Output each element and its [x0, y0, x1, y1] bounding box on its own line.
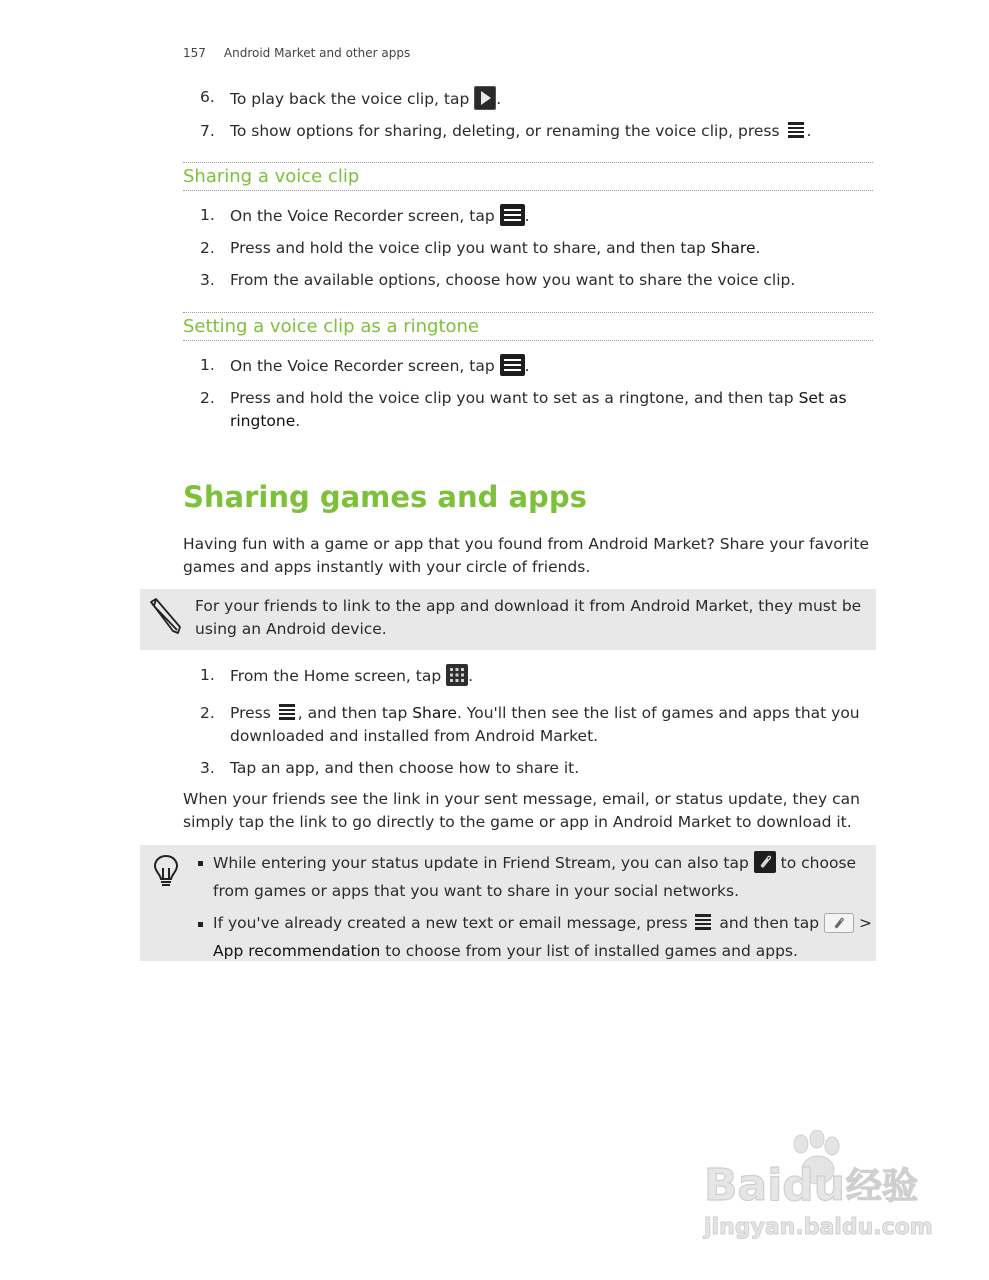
- list-item: 7. To show options for sharing, deleting, or renaming the voice clip, press .: [183, 120, 873, 143]
- menu-key-icon: [692, 912, 714, 932]
- tip-list: [195, 851, 875, 972]
- list-item: 3. From the available options, choose how you want to share the voice clip.: [183, 269, 873, 292]
- list-item: While entering your status update in Friend Stream, you can also tap to choose from games or apps that you want to share in your social networks.: [195, 851, 875, 903]
- sharing-clip-steps: [183, 204, 873, 301]
- list-item: 3. Tap an app, and then choose how to share it.: [183, 757, 873, 780]
- step-number: 7.: [200, 122, 215, 140]
- step-number: 1.: [200, 666, 215, 684]
- menu-key-icon: [785, 120, 807, 140]
- list-icon: [500, 354, 525, 376]
- steps-top: [183, 86, 873, 152]
- games-steps: [183, 664, 873, 789]
- menu-key-icon: [276, 702, 298, 722]
- intro-paragraph: Having fun with a game or app that you found from Android Market? Share your favorite games and apps instantly with your circle of friends.: [183, 535, 870, 576]
- list-item: If you've already created a new text or email message, press and then tap > App recommendation to choose from your list of installed games and apps.: [195, 912, 875, 963]
- pencil-icon: [148, 597, 184, 639]
- step-number: 1.: [200, 206, 215, 224]
- list-item: 1. On the Voice Recorder screen, tap .: [200, 356, 530, 375]
- all-apps-icon: [446, 664, 468, 693]
- ringtone-heading: Setting a voice clip as a ringtone: [183, 312, 873, 341]
- chapter-title: Android Market and other apps: [223, 46, 411, 60]
- play-icon: [474, 86, 496, 110]
- section-title: Sharing games and apps: [183, 480, 587, 514]
- list-item: 1. On the Voice Recorder screen, tap .: [200, 206, 530, 225]
- note-box: [140, 589, 876, 650]
- outro-paragraph: When your friends see the link in your sent message, email, or status update, they can simply tap the link to go directly to the game or app in Android Market to download it.: [183, 790, 860, 831]
- attach-icon: [824, 913, 854, 940]
- list-item: 2. Press and hold the voice clip you want to set as a ringtone, and then tap Set as ringtone.: [200, 389, 847, 430]
- share-label: Share: [412, 704, 457, 722]
- list-item: 2. Press , and then tap Share. You'll then see the list of games and apps that you downloaded and installed from Android Market.: [200, 704, 860, 745]
- app-recommendation-label: App recommendation: [213, 942, 381, 960]
- list-item: 6. To play back the voice clip, tap .: [200, 88, 502, 108]
- sharing-clip-heading: Sharing a voice clip: [183, 162, 873, 191]
- share-label: Share: [710, 239, 756, 257]
- list-item: 1. From the Home screen, tap .: [183, 664, 873, 693]
- note-text: For your friends to link to the app and download it from Android Market, they must be using an Android device.: [195, 597, 862, 638]
- set-as-ringtone-label: Set as ringtone: [230, 389, 847, 430]
- attach-icon: [754, 851, 776, 880]
- list-item: 2. Press and hold the voice clip you want to share, and then tap Share.: [183, 237, 873, 260]
- list-icon: [500, 204, 525, 226]
- step-number: 2.: [200, 704, 215, 722]
- step-number: 3.: [200, 271, 215, 289]
- watermark-cn: 经验: [846, 1166, 919, 1207]
- watermark-url: jingyan.baidu.com: [704, 1215, 933, 1240]
- step-number: 3.: [200, 759, 215, 777]
- bullet-icon: [198, 861, 203, 866]
- ringtone-steps: [183, 354, 873, 442]
- step-number: 1.: [200, 356, 215, 374]
- page-header: [183, 46, 410, 60]
- step-number: 2.: [200, 389, 215, 407]
- tip-box: [140, 845, 876, 961]
- page-number: 157: [183, 46, 206, 60]
- step-number: 6.: [200, 88, 215, 106]
- watermark: [700, 1130, 940, 1245]
- lightbulb-icon: [153, 854, 179, 894]
- step-number: 2.: [200, 239, 215, 257]
- bullet-icon: [198, 922, 203, 927]
- watermark-brand: Baidu: [704, 1160, 846, 1211]
